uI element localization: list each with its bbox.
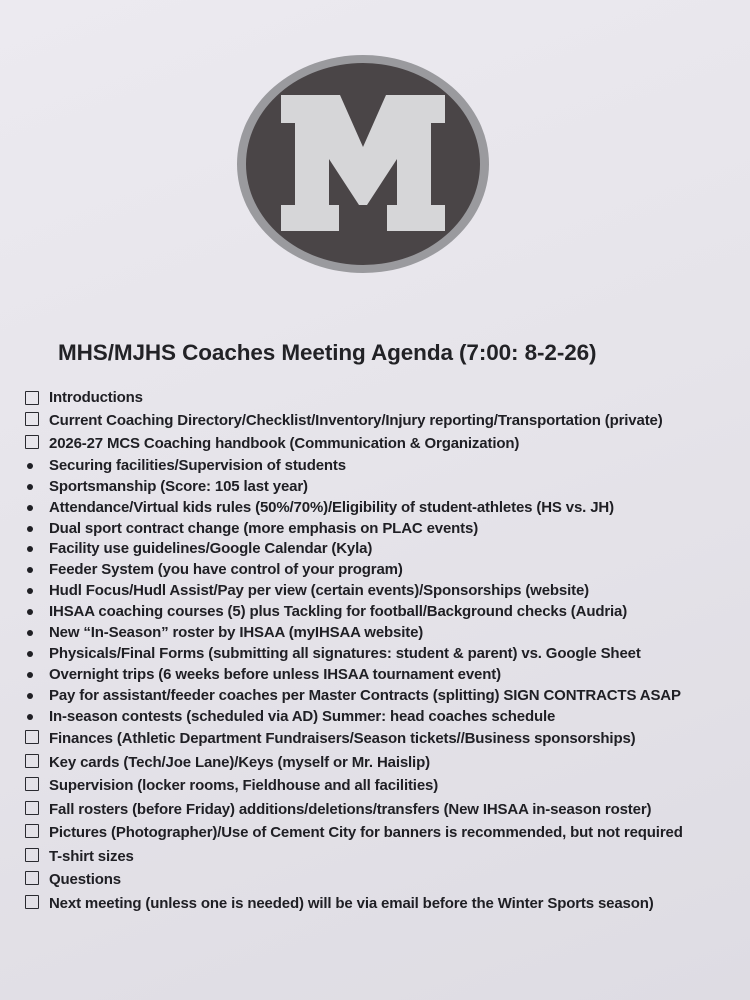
agenda-item: [22, 539, 744, 560]
agenda-item-text: 2026-27 MCS Coaching handbook (Communication & Organization): [49, 435, 520, 453]
agenda-item-text: Securing facilities/Supervision of students: [49, 456, 346, 474]
agenda-item-text: Supervision (locker rooms, Fieldhouse and all facilities): [49, 777, 439, 795]
agenda-item: [22, 623, 744, 644]
agenda-item-text: Attendance/Virtual kids rules (50%/70%)/Eligibility of student-athletes (HS vs. JH): [49, 498, 614, 516]
agenda-item-text: In-season contests (scheduled via AD) Summer: head coaches schedule: [49, 707, 556, 725]
bullet-icon: [27, 588, 33, 594]
agenda-item: [22, 774, 744, 798]
agenda-item: [22, 821, 744, 845]
agenda-item-text: IHSAA coaching courses (5) plus Tackling for football/Background checks (Audria): [49, 603, 628, 621]
agenda-item: [22, 665, 744, 686]
agenda-item: [22, 498, 744, 519]
bullet-icon: [27, 484, 33, 490]
bullet-icon: [27, 714, 33, 720]
agenda-item: [22, 409, 744, 433]
agenda-item-text: Pictures (Photographer)/Use of Cement City for banners is recommended, but not required: [49, 824, 683, 842]
agenda-item: [22, 798, 744, 822]
agenda-item-text: Overnight trips (6 weeks before unless IHSAA tournament event): [49, 665, 501, 683]
bullet-icon: [27, 505, 33, 511]
checkbox-icon[interactable]: [25, 777, 39, 791]
checkbox-icon[interactable]: [25, 801, 39, 815]
agenda-item: [22, 751, 744, 775]
agenda-item: [22, 432, 744, 456]
agenda-item-text: Current Coaching Directory/Checklist/Inventory/Injury reporting/Transportation (private): [49, 411, 663, 429]
agenda-item: [22, 707, 744, 728]
checkbox-icon[interactable]: [25, 871, 39, 885]
page-title: MHS/MJHS Coaches Meeting Agenda (7:00: 8-2-26): [58, 340, 597, 365]
agenda-item: [22, 602, 744, 623]
agenda-item: [22, 477, 744, 498]
agenda-item-text: Feeder System (you have control of your program): [49, 561, 403, 579]
agenda-item: [22, 892, 744, 916]
bullet-icon: [27, 526, 33, 532]
agenda-item: [22, 644, 744, 665]
agenda-item-text: T-shirt sizes: [49, 847, 134, 865]
agenda-item: [22, 560, 744, 581]
agenda-item-text: Fall rosters (before Friday) additions/deletions/transfers (New IHSAA in-season roster): [49, 800, 652, 818]
bullet-icon: [27, 651, 33, 657]
checkbox-icon[interactable]: [25, 391, 39, 405]
agenda-item: [22, 581, 744, 602]
bullet-icon: [27, 693, 33, 699]
bullet-icon: [27, 546, 33, 552]
agenda-item: [22, 388, 744, 409]
agenda-item-text: Finances (Athletic Department Fundraisers/Season tickets//Business sponsorships): [49, 730, 636, 748]
bullet-icon: [27, 567, 33, 573]
bullet-icon: [27, 630, 33, 636]
bullet-icon: [27, 672, 33, 678]
agenda-list: [22, 388, 744, 915]
agenda-item: [22, 727, 744, 751]
agenda-item-text: Introductions: [49, 389, 143, 406]
bullet-icon: [27, 609, 33, 615]
checkbox-icon[interactable]: [25, 848, 39, 862]
agenda-item-text: Questions: [49, 871, 121, 889]
agenda-item-text: Hudl Focus/Hudl Assist/Pay per view (certain events)/Sponsorships (website): [49, 582, 589, 600]
agenda-item-text: Sportsmanship (Score: 105 last year): [49, 477, 308, 495]
agenda-item-text: Dual sport contract change (more emphasis on PLAC events): [49, 519, 479, 537]
block-m-logo: [237, 55, 489, 273]
agenda-item-text: Physicals/Final Forms (submitting all signatures: student & parent) vs. Google Sheet: [49, 644, 641, 662]
agenda-item-text: Next meeting (unless one is needed) will be via email before the Winter Sports season): [49, 894, 654, 912]
agenda-item: [22, 868, 744, 892]
checkbox-icon[interactable]: [25, 754, 39, 768]
agenda-item: [22, 519, 744, 540]
agenda-item: [22, 686, 744, 707]
checkbox-icon[interactable]: [25, 895, 39, 909]
checkbox-icon[interactable]: [25, 412, 39, 426]
checkbox-icon[interactable]: [25, 435, 39, 449]
bullet-icon: [27, 463, 33, 469]
agenda-item-text: Pay for assistant/feeder coaches per Master Contracts (splitting) SIGN CONTRACTS ASAP: [49, 686, 681, 704]
agenda-item-text: New “In-Season” roster by IHSAA (myIHSAA website): [49, 624, 424, 642]
agenda-item-text: Facility use guidelines/Google Calendar (Kyla): [49, 540, 373, 558]
agenda-item-text: Key cards (Tech/Joe Lane)/Keys (myself or Mr. Haislip): [49, 753, 430, 771]
agenda-item: [22, 456, 744, 477]
checkbox-icon[interactable]: [25, 824, 39, 838]
checkbox-icon[interactable]: [25, 730, 39, 744]
agenda-item: [22, 845, 744, 869]
